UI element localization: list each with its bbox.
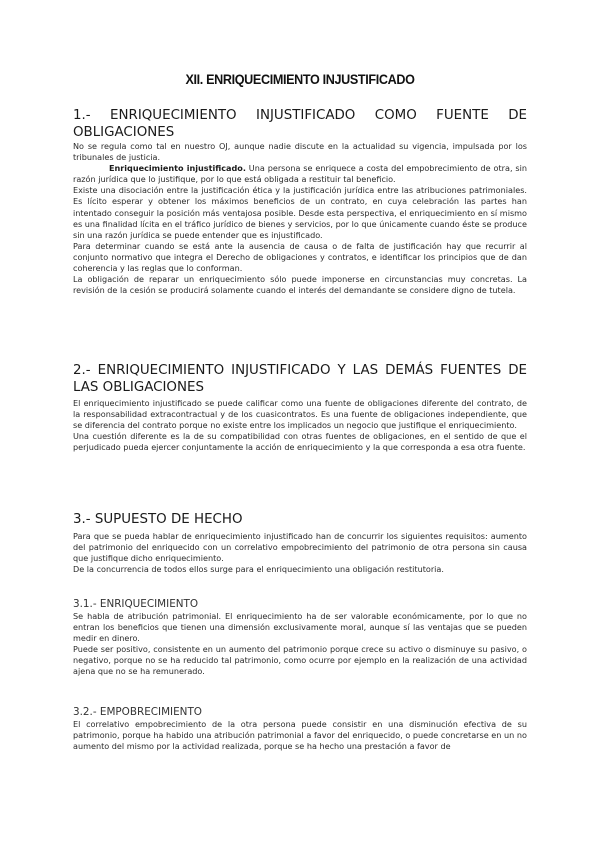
section-1-paragraph-4: Para determinar cuando se está ante la ausencia de causa o de falta de justificación hay que recurrir al conjunto normativo que integra el Derecho de obligaciones y contratos, e identificar los principios que de dan coherencia y las reglas que lo conforman. (73, 240, 527, 274)
section-1-paragraph-2 (73, 163, 527, 185)
section-2-paragraph-2: Una cuestión diferente es la de su compatibilidad con otras fuentes de obligaciones, en el sentido de que el perjudicado pueda ejercer conjuntamente la acción de enriquecimiento y la que corresponda a esa otra fuente. (73, 431, 527, 453)
subsection-3-2 (73, 705, 527, 752)
definition-text: Una persona se enriquece a costa del empobrecimiento de otra, sin razón jurídica que lo justifique, por lo que está obligada a restituir tal beneficio. (73, 163, 527, 185)
subsection-3-1 (73, 597, 527, 678)
definition-term: Enriquecimiento injustificado. (109, 163, 246, 174)
subsection-3-2-heading: 3.2.- EMPOBRECIMIENTO (73, 706, 202, 718)
section-1-heading-line-2: OBLIGACIONES (73, 125, 175, 140)
section-1 (73, 107, 527, 296)
section-2-heading: 2.- ENRIQUECIMIENTO INJUSTIFICADO Y LAS DEMÁS FUENTES DE LAS OBLIGACIONES (73, 363, 527, 395)
section-3-heading: 3.- SUPUESTO DE HECHO (73, 512, 243, 527)
subsection-3-2-paragraph-1: El correlativo empobrecimiento de la otra persona puede consistir en una disminución efectiva de su patrimonio, porque ha habido una atribución patrimonial a favor del enriquecido, o puede concretarse en un no aumento del mismo por la actividad realizada, porque se ha hecho una prestación a favor de (73, 719, 527, 752)
subsection-3-1-paragraph-2: Puede ser positivo, consistente en un aumento del patrimonio porque crece su activo o disminuye su pasivo, o negativo, porque no se ha reducido tal patrimonio, como ocurre por ejemplo en la realización de una actividad ajena que no se ha remunerado. (73, 644, 527, 677)
section-3 (73, 511, 527, 575)
section-1-paragraph-5: La obligación de reparar un enriquecimiento sólo puede imponerse en circunstancias muy concretas. La revisión de la cesión se producirá solamente cuando el interés del demandante se considere digno de tutela. (73, 274, 527, 296)
section-3-paragraph-2: De la concurrencia de todos ellos surge para el enriquecimiento una obligación restitutoria. (73, 564, 444, 575)
subsection-3-1-paragraph-1: Se habla de atribución patrimonial. El enriquecimiento ha de ser valorable económicamente, por lo que no entran los beneficios que tienen una dimensión exclusivamente moral, aunque sí las ventajas que se pueden medir en dinero. (73, 611, 527, 644)
section-3-paragraph-1: Para que se pueda hablar de enriquecimiento injustificado han de concurrir los siguientes requisitos: aumento del patrimonio del enriquecido con un correlativo empobrecimiento del patrimonio de otra persona sin causa que justifique dicho enriquecimiento. (73, 531, 527, 564)
section-2 (73, 362, 527, 453)
section-1-paragraph-3: Existe una disociación entre la justificación ética y la justificación jurídica entre las atribuciones patrimoniales. Es lícito esperar y obtener los máximos beneficios de un contrato, en cuya celebración las partes han intentado conseguir la posición más ventajosa posible. Desde esta perspectiva, el enriquecimiento en sí mismo es una finalidad lícita en el tráfico jurídico de bienes y servicios, por lo que únicamente cuando éste se produce sin una razón jurídica se puede entender que es injustificado. (73, 185, 527, 240)
section-1-paragraph-1: No se regula como tal en nuestro OJ, aunque nadie discute en la actualidad su vigencia, impulsada por los tribunales de justicia. (73, 141, 527, 163)
section-1-heading-line-1: 1.- ENRIQUECIMIENTO INJUSTIFICADO COMO FUENTE DE (73, 108, 527, 123)
section-2-paragraph-1: El enriquecimiento injustificado se puede calificar como una fuente de obligaciones diferente del contrato, de la responsabilidad extracontractual y de los cuasicontratos. Es una fuente de obligaciones independiente, que se diferencia del contrato porque no existe entre los implicados un negocio que justifique el enriquecimiento. (73, 398, 527, 431)
subsection-3-1-heading: 3.1.- ENRIQUECIMIENTO (73, 598, 199, 610)
page-title: XII. ENRIQUECIMIENTO INJUSTIFICADO (185, 71, 415, 87)
